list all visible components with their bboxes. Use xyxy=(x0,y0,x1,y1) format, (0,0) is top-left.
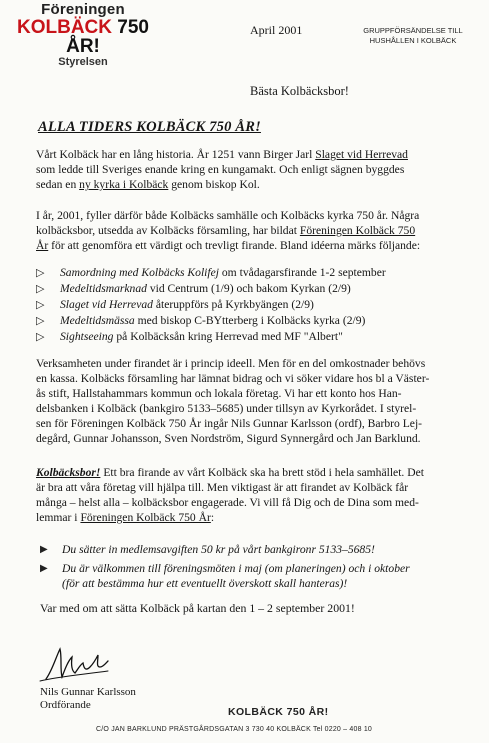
text-span: för att genomföra ett värdigt och trevligt firande. Bland idéerna märks följande: xyxy=(48,239,421,252)
paragraph-anniversary xyxy=(36,208,480,253)
idea-detail: vid Centrum (1/9) och bakom Kyrkan (2/9) xyxy=(146,282,351,295)
idea-name: Medeltidsmarknad xyxy=(60,282,147,295)
logo-kolback-word: KOLBÄCK xyxy=(17,17,112,38)
idea-detail: på Kolbäcksån kring Herrevad med MF "Albert" xyxy=(113,330,343,343)
triangle-bullet-icon: ▷ xyxy=(36,282,45,295)
idea-name: Slaget vid Herrevad xyxy=(60,298,153,311)
text-span: : xyxy=(210,511,215,524)
paragraph-funding xyxy=(36,356,480,446)
paragraph-line: många – helst alla – kolbäcksbor engagerade. Vi vill få Dig och de Dina som med- xyxy=(36,496,419,509)
filled-triangle-bullet-icon: ▶ xyxy=(40,563,48,574)
signer-block xyxy=(40,686,136,712)
underlined-phrase-foreningen: Föreningen Kolbäck 750 xyxy=(299,224,416,237)
logo-line-styrelsen: Styrelsen xyxy=(58,56,108,68)
filled-triangle-bullet-icon: ▶ xyxy=(40,544,48,555)
triangle-bullet-icon: ▷ xyxy=(36,266,45,279)
paragraph-line: är bra att våra företag vill hjälpa till. Men viktigast är att firandet av Kolbäck får xyxy=(36,481,409,494)
paragraph-line: degård, Gunnar Johansson, Sven Nordström, Sigurd Synnergård och Jan Barklund. xyxy=(36,432,421,445)
membership-bullets xyxy=(36,542,476,595)
underlined-phrase-kyrka: ny kyrka i Kolbäck xyxy=(79,178,169,191)
lead-word-kolbacksbor: Kolbäcksbor! xyxy=(36,466,101,479)
text-span: Ett bra firande av vårt Kolbäck ska ha brett stöd i hela samhället. Det xyxy=(100,466,424,479)
paragraph-line xyxy=(36,238,480,253)
paragraph-line xyxy=(36,510,480,525)
text-span: genom biskop Kol. xyxy=(168,178,260,191)
letter-date: April 2001 xyxy=(250,23,303,37)
ideas-list xyxy=(36,265,476,345)
idea-name: Samordning med Kolbäcks Kolifej xyxy=(60,266,219,279)
list-item xyxy=(36,561,476,591)
text-span: sedan en xyxy=(36,178,80,191)
distribution-line-2: HUSHÅLLEN I KOLBÄCK xyxy=(369,36,457,45)
paragraph-line: delsbanken i Kolbäck (bankgiro 5133–5685) under tillsyn av Kyrkorådet. I styrel- xyxy=(36,402,417,415)
signer-name: Nils Gunnar Karlsson xyxy=(40,686,136,698)
paragraph-line: Verksamheten under firandet är i princip ideell. Men för en del omkostnader behövs xyxy=(36,357,426,370)
letter-title: ALLA TIDERS KOLBÄCK 750 ÅR! xyxy=(38,119,261,135)
triangle-bullet-icon: ▷ xyxy=(36,298,45,311)
signer-role: Ordförande xyxy=(40,699,91,711)
paragraph-line: I år, 2001, fyller därför både Kolbäcks samhälle och Kolbäcks kyrka 750 år. Några xyxy=(36,209,420,222)
paragraph-line xyxy=(36,223,480,238)
paragraph-line: en kassa. Kolbäcks församling har lämnat bidrag och vi söker vidare hos bl a Väster- xyxy=(36,372,430,385)
bullet-line: Du är välkommen till föreningsmöten i maj (om planeringen) och i oktober xyxy=(62,562,410,575)
triangle-bullet-icon: ▷ xyxy=(36,314,45,327)
paragraph-line xyxy=(36,147,480,162)
logo-line-foreningen: Föreningen xyxy=(41,1,125,18)
footer-logo: KOLBÄCK 750 ÅR! xyxy=(228,706,329,718)
handwritten-signature xyxy=(38,643,110,685)
paragraph-line: sen för Föreningen Kolbäck 750 År ingår Nils Gunnar Karlsson (ordf), Barbro Lej- xyxy=(36,417,423,430)
logo-line-kolback xyxy=(8,18,158,56)
text-span: Vårt Kolbäck har en lång historia. År 1251 vann Birger Jarl xyxy=(36,148,316,161)
paragraph-line xyxy=(36,177,480,192)
idea-name: Medeltidsmässa xyxy=(60,314,135,327)
association-logo xyxy=(8,2,158,68)
paragraph-line xyxy=(36,465,480,480)
bullet-line: Du sätter in medlemsavgiften 50 kr på vårt bankgironr 5133–5685! xyxy=(62,543,375,556)
list-item xyxy=(36,281,476,297)
list-item xyxy=(36,265,476,281)
idea-detail: återuppförs på Kyrkbyängen (2/9) xyxy=(152,298,314,311)
triangle-bullet-icon: ▷ xyxy=(36,330,45,343)
closing-sentence: Var med om att sätta Kolbäck på kartan den 1 – 2 september 2001! xyxy=(40,601,355,615)
idea-name: Sightseeing xyxy=(60,330,114,343)
idea-detail: med biskop C-BYtterberg i Kolbäcks kyrka (2/9) xyxy=(134,314,366,327)
list-item xyxy=(36,297,476,313)
paragraph-line: som ledde till Sveriges enande kring en kungamakt. Och enligt sägnen byggdes xyxy=(36,163,405,176)
list-item xyxy=(36,313,476,329)
paragraph-history xyxy=(36,147,480,192)
underlined-phrase-ar: År xyxy=(36,239,49,252)
bullet-line: (för att bestämma hur ett eventuellt överskott skall hanteras)! xyxy=(62,577,348,590)
list-item xyxy=(36,542,476,557)
underlined-phrase-slaget: Slaget vid Herrevad xyxy=(315,148,408,161)
logo-750-ar: 750 ÅR! xyxy=(66,17,149,57)
distribution-note xyxy=(350,26,476,46)
footer-address: C/O JAN BARKLUND PRÄSTGÅRDSGATAN 3 730 40 KOLBÄCK Tel 0220 – 408 10 xyxy=(96,726,373,733)
paragraph-line: ås stift, Hallstahammars kommun och lokala företag. Vi har ett konto hos Han- xyxy=(36,387,402,400)
paragraph-call-to-action xyxy=(36,465,480,525)
idea-detail: om tvådagarsfirande 1-2 september xyxy=(218,266,386,279)
greeting: Bästa Kolbäcksbor! xyxy=(250,84,349,98)
text-span: lemmar i xyxy=(36,511,81,524)
underlined-phrase-foreningen: Föreningen Kolbäck 750 År xyxy=(80,511,211,524)
list-item xyxy=(36,329,476,345)
distribution-line-1: GRUPPFÖRSÄNDELSE TILL xyxy=(363,26,463,35)
text-span: kolbäcksbor, utsedda av Kolbäcks församling, har bildat xyxy=(36,224,300,237)
